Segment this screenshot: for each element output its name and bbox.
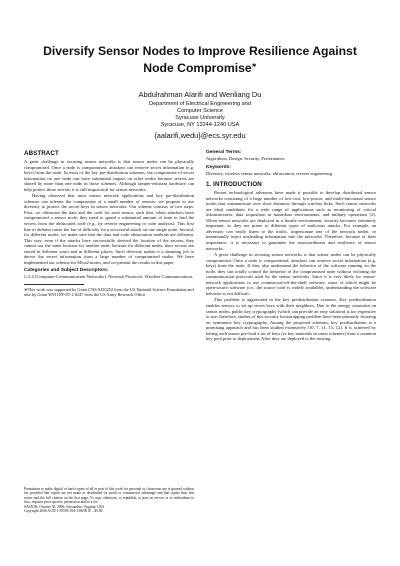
abstract-heading: ABSTRACT (24, 150, 59, 157)
affiliation-line: Department of Electrical Engineering and (149, 101, 251, 107)
categories-heading: Categories and Subject Descriptors: (24, 268, 109, 274)
conference-line: SASN'06, October 30, 2006, Alexandria, Virginia, USA. (24, 504, 106, 509)
affiliation-line: Syracuse, NY 13244-1240 USA (160, 122, 240, 128)
abstract-paragraph: A great challenge in securing sensor networks is that sensor nodes can be physically compromised. Once a node is compromised, attackers can retrieve secret information (e.g. keys) from the node. In most of the key pre-distribution schemes, the compromise of secret information on one node can have substantial impact on other nodes because secrets are shared by more than one node in those schemes. Although tamper-resistant hardware can help protect those secrets, it is still impractical for sensor networks. (24, 159, 194, 192)
keywords-text: Diversity, wireless sensor networks, obfuscation, reverse engineering. (206, 170, 333, 176)
introduction-paragraph: A great challenge in securing sensor networks is that sensor nodes can be physically compromised. Once a node is compromised, attackers can retrieve secret information (e.g. keys) from the node. If they also understand the behavior of the software running on the node, they can totally control the behavior of the compromised node without violating the communication protocols used by the sensor networks. Since it is very likely for sensor-network applications to use commercial-off-the-shelf software, some of which might be open-source software (i.e., the source code is widely available), understanding the software behavior is not difficult. (206, 252, 376, 296)
funding-footnote: ∗This work was supported by Grant CNS-0430252 from the US National Science Foundation and also by Grant W911NF-05-1-0247 from the US Army Research Office. (24, 286, 194, 298)
introduction-heading: 1. INTRODUCTION (206, 181, 262, 189)
title-footnote-mark: ∗ (251, 63, 257, 69)
paper-title (20, 44, 380, 76)
right-column (206, 150, 376, 343)
general-terms-text: Algorithms, Design, Security, Performance. (206, 156, 286, 161)
copyright-line: Copyright 2006 ACM 1-59593-554-1/06/0010 ...$5.00. (24, 509, 104, 514)
permission-notice (24, 487, 194, 513)
introduction-paragraph: Recent technological advances have made it possible to develop distributed sensor networks consisting of a large number of low-cost, low-power, and multi-functional sensor nodes that communicate over short distances through wireless links. Such sensor networks are ideal candidates for a wide range of applications such as monitoring of critical infrastructures, data acquisition in hazardous environments, and military operations [2]. When sensor networks are deployed in a hostile environment, security becomes extremely important, as they are prone to different types of malicious attacks. For example, an adversary can easily listen to the traffic, impersonate one of the network nodes, or intentionally inject misleading information into the networks. Therefore, because of their importance, it is necessary to guarantee the trustworthiness and resilience of sensor networks. (206, 190, 376, 251)
title-line-1: Diversify Sensor Nodes to Improve Resilience Against (43, 44, 357, 58)
categories-text: C.2.0 [Computer-Communication Networks]: Network Protocols, Wireless Communications (24, 274, 193, 280)
left-column (24, 150, 194, 297)
author-email: {aalarifi,wedu}@ecs.syr.edu (154, 131, 246, 140)
author-names: Abdulrahman Alarifi and Wenliang Du (138, 90, 262, 99)
abstract-paragraph: Having observed that most sensor network applications and key pre-distribution schemes can tolerate the compromise of a small number of sensors, we propose to use diversity to protect the secret keys in sensor networks. Our scheme consists of two steps. First, we obfuscate the data and the code for each sensor, such that, when attackers have compromised a sensor node, they need to spend a substantial amount of time to find the secrets from the obfuscated code (e.g., by reverse engineering or code analysis). This first line of defense raises the bar of difficulty for a successful attack on one single node. Second, for different nodes, we make sure that the data and code obfuscation methods are different. This way, even if the attacks have successfully derived the location of the secrets, they cannot use the same location for another node, because for different nodes, their secrets are stored in different ways and in different places. Such diversity makes it a daunting job to derive the secret information from a large number of compromised nodes. We have implemented our scheme for Mica2 motes, and we present the results in this paper. (24, 193, 194, 265)
affiliation (60, 101, 340, 129)
affiliation-line: Computer Science (176, 108, 223, 114)
affiliation-line: Syracuse University (175, 115, 225, 121)
title-line-2: Node Compromise (143, 61, 252, 76)
keywords-heading: Keywords: (206, 164, 232, 170)
permission-text: Permission to make digital or hard copies of all or part of this work for personal or classroom use is granted without fee provided that copies are not made or distributed for profit or commercial advantage and that copies bear this notice and the full citation on the first page. To copy otherwise, to republish, to post on servers or to redistribute to lists, requires prior specific permission and/or a fee. (24, 487, 194, 505)
footnote-rule (24, 284, 84, 285)
introduction-paragraph: This problem is aggravated in the key predistribution scenario. Key predistribution enables sensors to set up secret keys with their neighbors. Due to the energy constraint on sensor nodes, public key cryptography (which can provide an easy solution) is too expensive to use; therefore, studies of this security bootstrapping problem have been primarily focusing on symmetric key cryptography. Among the proposed schemes, key predistribution is a promising approach and has been studied extensively [10, 7, 11, 15, 12]. It is achieved by letting each sensor pre-load a set of keys (or key materials in some schemes) from a common key pool prior to deployment. After they are deployed to the sensing (206, 297, 376, 342)
general-terms-heading: General Terms: (206, 150, 242, 155)
